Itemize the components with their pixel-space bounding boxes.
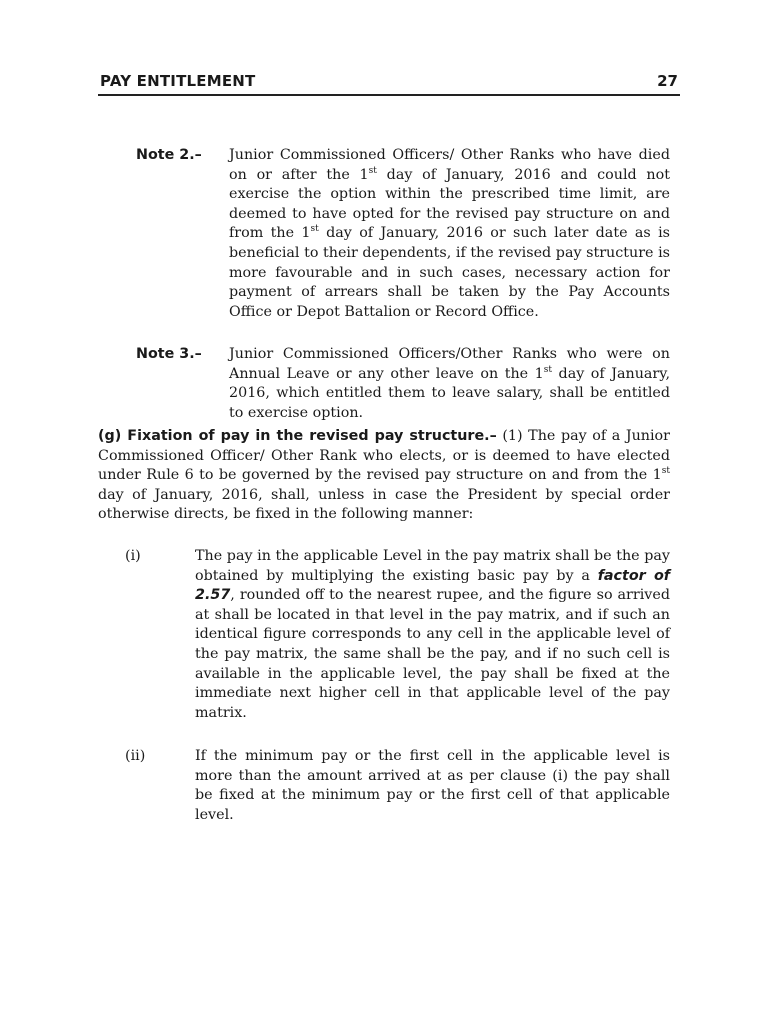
note-3 xyxy=(98,345,670,423)
clause-i-body: The pay in the applicable Level in the pay matrix shall be the pay obtained by multiplying the existing basic pay by a factor of 2.57, rounded off to the nearest rupee, and the figure so arrived at shall be located in that level in the pay matrix, and if such an identical figure corresponds to any cell in the applicable level of the pay matrix, the same shall be the pay, and if no such cell is available in the applicable level, the pay shall be fixed at the immediate next higher cell in that applicable level of the pay matrix. xyxy=(195,548,670,721)
note-2 xyxy=(98,146,670,322)
page-number: 27 xyxy=(657,72,678,90)
clause-ii-number: (ii) xyxy=(125,748,146,764)
note-3-label: Note 3.– xyxy=(136,346,202,362)
clause-ii xyxy=(98,747,670,825)
note-3-body: Junior Commissioned Officers/Other Ranks who were on Annual Leave or any other leave on the 1st day of January, 2016, which entitled them to leave salary, shall be entitled to exercise option. xyxy=(229,346,670,421)
clause-ii-body: If the minimum pay or the first cell in the applicable level is more than the amount arrived at as per clause (i) the pay shall be fixed at the minimum pay or the first cell of that applicable level. xyxy=(195,748,670,823)
factor-emphasis: factor of 2.57 xyxy=(195,567,670,604)
clause-i xyxy=(98,547,670,723)
note-2-body: Junior Commissioned Officers/ Other Ranks who have died on or after the 1st day of January, 2016 and could not exercise the option within the prescribed time limit, are deemed to have opted for the revised pay structure on and from the 1st day of January, 2016 or such later date as is beneficial to their dependents, if the revised pay structure is more favourable and in such cases, necessary action for payment of arrears shall be taken by the Pay Accounts Office or Depot Battalion or Record Office. xyxy=(229,147,670,320)
note-2-label: Note 2.– xyxy=(136,147,202,163)
running-title: PAY ENTITLEMENT xyxy=(100,72,256,90)
section-g-heading: (g) Fixation of pay in the revised pay structure.– xyxy=(98,428,497,444)
clause-i-number: (i) xyxy=(125,548,141,564)
page-header xyxy=(98,72,680,96)
section-g-paragraph: (g) Fixation of pay in the revised pay structure.– (1) The pay of a Junior Commissioned Officer/ Other Rank who elects, or is deemed to have elected under Rule 6 to be governed by the revised pay structure on and from the 1st day of January, 2016, shall, unless in case the President by special order otherwise directs, be fixed in the following manner: xyxy=(98,428,670,523)
